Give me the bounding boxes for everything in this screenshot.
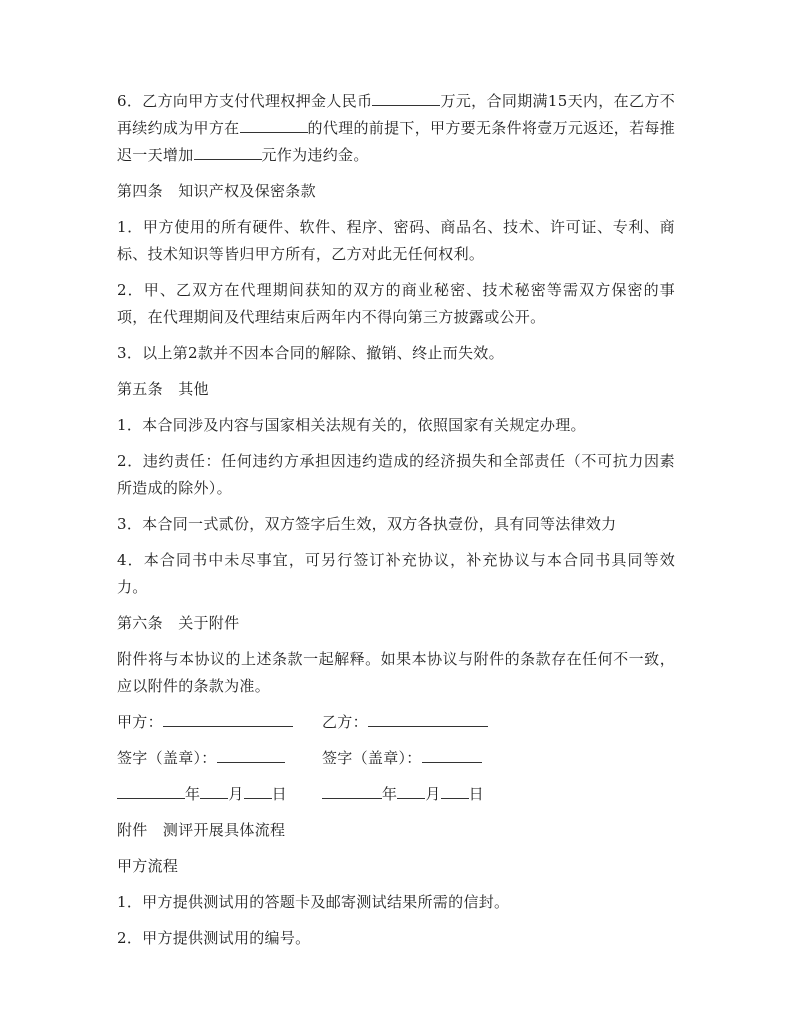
article-5-item-2: 2．违约责任：任何违约方承担因违约造成的经济损失和全部责任（不可抗力因素所造成的除外）。	[117, 452, 675, 497]
party-b-date-field	[322, 781, 527, 808]
article-5-title: 第五条 其他	[117, 380, 209, 398]
document-page	[117, 88, 675, 961]
agency-region-blank	[240, 118, 308, 133]
party-a-year-label: 年	[185, 785, 201, 803]
party-b-field	[322, 709, 527, 736]
party-b-signature-field	[322, 745, 527, 772]
article-4-title: 第四条 知识产权及保密条款	[117, 182, 316, 200]
party-a-label: 甲方：	[117, 713, 163, 731]
party-a-sign-blank	[217, 748, 285, 763]
party-a-signature-field	[117, 745, 322, 772]
clause-6-paragraph	[117, 88, 675, 169]
party-a-blank	[163, 712, 293, 727]
party-b-day-blank	[441, 784, 469, 799]
signature-row	[117, 745, 675, 772]
article-4-item-3: 3．以上第2款并不因本合同的解除、撤销、终止而失效。	[117, 344, 504, 362]
party-a-date-field	[117, 781, 322, 808]
penalty-amount-blank	[194, 145, 262, 160]
party-a-day-blank	[244, 784, 272, 799]
article-5-item-1: 1．本合同涉及内容与国家相关法规有关的，依照国家有关规定办理。	[117, 416, 586, 434]
appendix-item-1: 1．甲方提供测试用的答题卡及邮寄测试结果所需的信封。	[117, 893, 510, 911]
party-b-year-blank	[322, 784, 382, 799]
party-a-month-blank	[200, 784, 228, 799]
article-4-item-1: 1．甲方使用的所有硬件、软件、程序、密码、商品名、技术、许可证、专利、商标、技术知识等皆归甲方所有，乙方对此无任何权利。	[117, 218, 675, 263]
clause-6-part-1: 6．乙方向甲方支付代理权押金人民币	[117, 92, 373, 110]
party-b-day-label: 日	[468, 785, 484, 803]
article-6-body: 附件将与本协议的上述条款一起解释。如果本协议与附件的条款存在任何不一致，应以附件的条款为准。	[117, 650, 675, 695]
date-row	[117, 781, 675, 808]
party-b-sign-blank	[422, 748, 482, 763]
party-names-row	[117, 709, 675, 736]
appendix-title: 附件 测评开展具体流程	[117, 821, 286, 839]
party-a-sign-label: 签字（盖章）：	[117, 749, 217, 767]
article-5-item-4: 4．本合同书中未尽事宜，可另行签订补充协议，补充协议与本合同书具同等效力。	[117, 551, 675, 596]
appendix-item-2: 2．甲方提供测试用的编号。	[117, 929, 311, 947]
party-b-sign-label: 签字（盖章）：	[322, 749, 422, 767]
party-a-day-label: 日	[271, 785, 287, 803]
party-b-blank	[368, 712, 488, 727]
party-b-month-label: 月	[425, 785, 441, 803]
article-6-title: 第六条 关于附件	[117, 614, 240, 632]
party-b-label: 乙方：	[322, 713, 368, 731]
deposit-amount-blank	[372, 91, 440, 106]
party-a-month-label: 月	[228, 785, 244, 803]
article-4-item-2: 2．甲、乙双方在代理期间获知的双方的商业秘密、技术秘密等需双方保密的事项，在代理期间及代理结束后两年内不得向第三方披露或公开。	[117, 281, 675, 326]
party-b-year-label: 年	[382, 785, 398, 803]
clause-6-part-4: 元作为违约金。	[261, 146, 369, 164]
clause-6-part-2: 万元，合同期满15天内，在乙方不再续约成为甲方在	[117, 92, 675, 137]
party-b-month-blank	[397, 784, 425, 799]
clause-6-part-3: 的代理的前提下，甲方要无条件将壹万元返还，若每推迟一天增加	[117, 119, 675, 164]
party-a-year-blank	[117, 784, 185, 799]
party-a-flow-title: 甲方流程	[117, 857, 179, 875]
party-a-field	[117, 709, 322, 736]
article-5-item-3: 3．本合同一式贰份，双方签字后生效，双方各执壹份，具有同等法律效力	[117, 515, 617, 533]
